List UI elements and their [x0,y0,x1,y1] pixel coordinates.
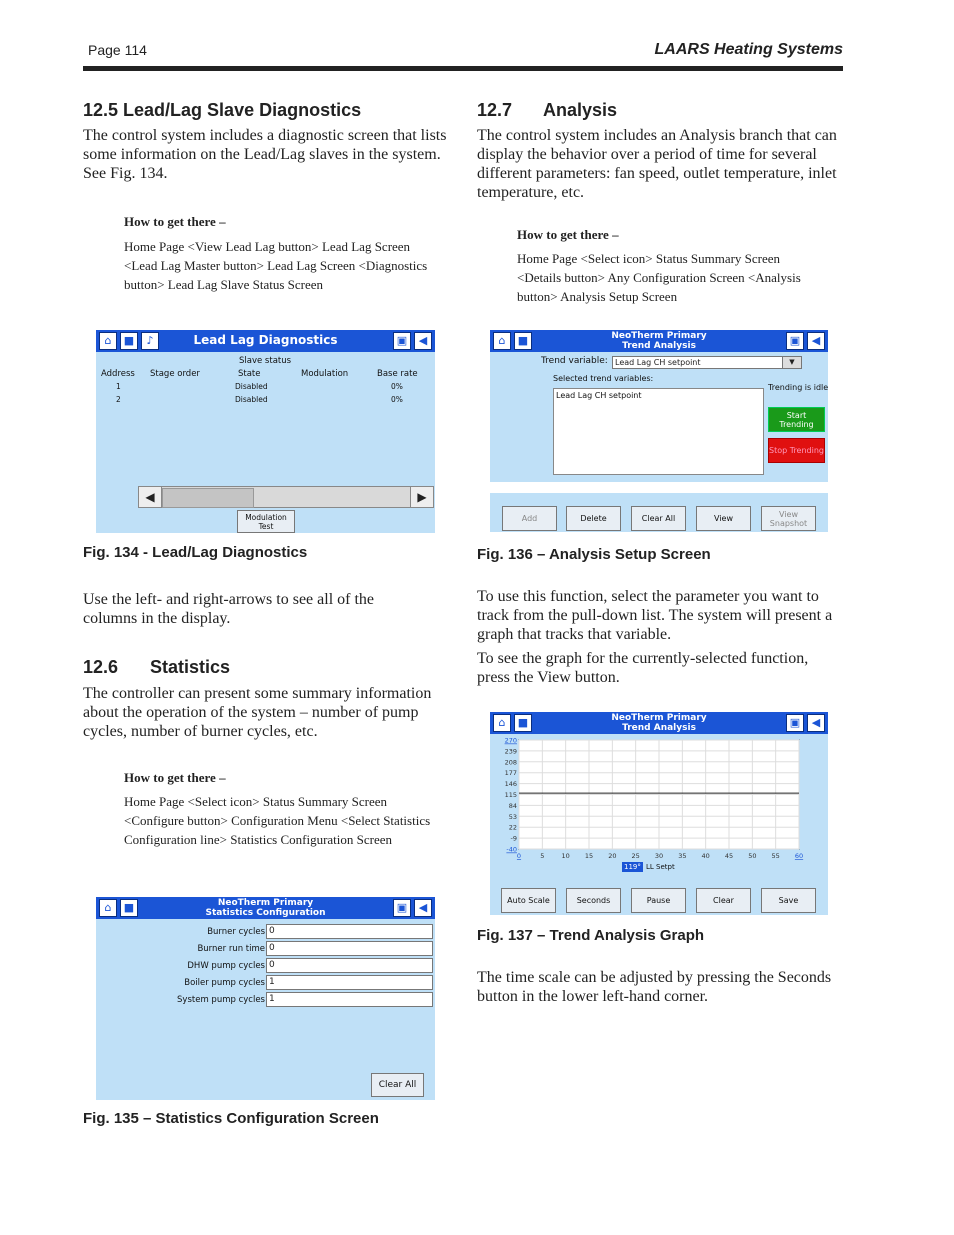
system-pump-cycles-field[interactable]: 1 [266,992,433,1007]
title-line-2: Statistics Configuration [205,908,326,918]
delete-button[interactable]: Delete [566,506,621,531]
howto-heading: How to get there – [124,770,226,785]
home-icon[interactable]: ⌂ [99,332,117,350]
x-tick-label: 35 [678,852,687,860]
slave-status-label: Slave status [239,356,292,366]
x-tick-label: 30 [654,852,664,860]
stop-trending-button[interactable]: Stop Trending [768,438,825,463]
seconds-button[interactable]: Seconds [566,888,621,913]
howto-heading: How to get there – [517,227,619,242]
screen-titlebar [490,712,828,734]
screen-titlebar [96,897,435,919]
pause-button[interactable]: Pause [631,888,686,913]
howto-path: Home Page <View Lead Lag button> Lead Lag Screen <Lead Lag Master button> Lead Lag Screen <Diagnostics button> Lead Lag Slave Status Screen [124,239,428,292]
status-icon[interactable]: ■ [514,332,532,350]
title-line-2: Trend Analysis [622,723,696,733]
y-tick-labels [505,737,517,854]
statistics-configuration-screen [96,897,435,1100]
bell-icon[interactable]: ♪ [141,332,159,350]
section-12-6-title: Statistics [150,657,231,677]
y-tick-label: -40 [506,845,517,854]
y-tick-label: 270 [504,736,517,745]
legend-label: LL Setpt [646,863,675,871]
scroll-left-arrow-icon[interactable]: ◀ [139,487,162,507]
y-tick-label: 146 [504,780,517,789]
trend-variable-dropdown[interactable] [612,356,802,369]
scroll-thumb[interactable] [162,488,254,508]
function-paragraph: To use this function, select the parameter you want to track from the pull-down list. The system will present a graph that tracks that variable. [477,588,833,643]
start-trending-button[interactable]: Start Trending [768,407,825,432]
y-tick-label: 177 [504,769,517,778]
x-tick-label: 25 [631,852,640,860]
view-paragraph: To see the graph for the currently-selected function, press the View button. [477,650,809,686]
section-12-5-body: The control system includes a diagnostic screen that lists some information on the Lead/Lag slaves in the system. See Fig. 134. [83,127,447,182]
section-12-7-number: 12.7 [477,100,513,120]
back-icon[interactable]: ◀ [414,332,432,350]
chevron-down-icon[interactable]: ▼ [782,357,801,368]
howto-path: Home Page <Select icon> Status Summary Screen <Details button> Any Configuration Screen <Analysis button> Analysis Setup Screen [517,251,801,304]
fig-136-caption: Fig. 136 – Analysis Setup Screen [477,546,711,563]
boiler-pump-cycles-label: Boiler pump cycles [184,978,265,988]
row1-state: Disabled [235,382,268,391]
section-12-5-title: 12.5 Lead/Lag Slave Diagnostics [83,100,362,120]
x-tick-label: 10 [561,852,570,860]
trend-analysis-graph-screen [490,712,828,915]
header-rule [83,66,843,71]
status-icon[interactable]: ■ [120,332,138,350]
col-base-rate: Base rate [377,369,418,379]
modulation-test-button[interactable]: Modulation Test [237,510,295,533]
boiler-pump-cycles-field[interactable]: 1 [266,975,433,990]
home-icon[interactable]: ⌂ [99,899,117,917]
y-tick-label: 53 [508,812,517,821]
button-bar [490,493,828,532]
back-icon[interactable]: ◀ [807,332,825,350]
view-snapshot-button[interactable]: View Snapshot [761,506,816,531]
x-tick-label: 45 [724,852,734,860]
y-tick-label: 208 [504,758,517,767]
title-line-1: NeoTherm Primary [611,331,707,341]
y-tick-label: 239 [504,747,517,756]
section-12-6-number: 12.6 [83,657,119,677]
time-scale-paragraph: The time scale can be adjusted by pressing the Seconds button in the lower left-hand corner. [477,969,832,1005]
status-icon[interactable]: ■ [514,714,532,732]
y-tick-label: 22 [508,823,517,832]
col-modulation: Modulation [301,369,349,379]
screen-titlebar [96,330,435,352]
section-12-7-body: The control system includes an Analysis branch that can display the behavior over a period of time for several different parameters: fan speed, outlet temperature, inlet temperature, etc. [477,127,837,201]
row2-state: Disabled [235,395,268,404]
lock-icon[interactable]: ▣ [786,714,804,732]
burner-cycles-label: Burner cycles [207,927,265,937]
page-number: Page 114 [88,42,147,58]
section-12-7-title: Analysis [543,100,618,120]
x-tick-label: 60 [794,852,804,860]
x-tick-labels [517,852,803,860]
lock-icon[interactable]: ▣ [393,332,411,350]
dhw-pump-cycles-label: DHW pump cycles [187,961,265,971]
home-icon[interactable]: ⌂ [493,332,511,350]
clear-all-button[interactable]: Clear All [631,506,686,531]
lock-icon[interactable]: ▣ [786,332,804,350]
y-tick-label: 115 [504,791,517,799]
x-tick-label: 20 [608,852,617,860]
y-tick-label: 84 [508,801,517,810]
screen-title [490,713,828,733]
fig-135-caption: Fig. 135 – Statistics Configuration Screen [83,1110,379,1127]
view-button[interactable]: View [696,506,751,531]
back-icon[interactable]: ◀ [414,899,432,917]
brand-title: LAARS Heating Systems [654,41,843,58]
arrows-paragraph: Use the left- and right-arrows to see all of the columns in the display. [83,591,375,627]
x-tick-label: 55 [771,852,780,860]
row2-address: 2 [116,395,121,404]
title-line-1: NeoTherm Primary [611,713,707,723]
screen-titlebar [490,330,828,352]
horizontal-scrollbar[interactable] [138,486,434,508]
trend-variable-label: Trend variable: [541,356,608,366]
burner-run-time-field[interactable]: 0 [266,941,433,956]
add-button[interactable]: Add [502,506,557,531]
screen-title: Lead Lag Diagnostics [193,333,338,347]
screen-title [96,898,435,918]
lead-lag-diagnostics-screen [96,330,435,533]
trending-status: Trending is idle [768,383,828,392]
x-tick-label: 50 [748,852,757,860]
clear-all-button[interactable]: Clear All [371,1073,424,1097]
selected-trend-list[interactable] [553,388,764,475]
dropdown-value: Lead Lag CH setpoint [615,358,701,367]
scroll-right-arrow-icon[interactable]: ▶ [410,487,433,507]
screen-title [490,331,828,351]
fig-134-caption: Fig. 134 - Lead/Lag Diagnostics [83,544,308,561]
row1-address: 1 [116,382,121,391]
auto-scale-button[interactable]: Auto Scale [501,888,556,913]
howto-path: Home Page <Select icon> Status Summary Screen <Configure button> Configuration Menu <Select Statistics Configuration line> Statistics Configuration Screen [124,794,431,847]
burner-cycles-field[interactable]: 0 [266,924,433,939]
back-icon[interactable]: ◀ [807,714,825,732]
x-tick-label: 5 [540,852,545,860]
system-pump-cycles-label: System pump cycles [177,995,265,1005]
x-tick-label: 40 [701,852,710,860]
save-button[interactable]: Save [761,888,816,913]
lock-icon[interactable]: ▣ [393,899,411,917]
status-icon[interactable]: ■ [120,899,138,917]
trend-chart [490,734,828,884]
x-tick-label: 15 [584,852,594,860]
selected-trend-label: Selected trend variables: [553,374,654,383]
section-12-6-body: The controller can present some summary information about the operation of the system – number of pump cycles, number of burner cycles, etc. [83,685,432,740]
analysis-setup-screen [490,330,828,532]
fig-137-caption: Fig. 137 – Trend Analysis Graph [477,927,705,944]
title-line-2: Trend Analysis [622,341,696,351]
col-stage-order: Stage order [150,369,200,379]
selected-trend-item[interactable]: Lead Lag CH setpoint [556,391,642,400]
col-state: State [238,369,261,379]
x-tick-label: 0 [516,852,522,860]
burner-run-time-label: Burner run time [197,944,265,954]
col-address: Address [101,369,135,379]
y-tick-label: -9 [510,834,517,843]
home-icon[interactable]: ⌂ [493,714,511,732]
howto-heading: How to get there – [124,214,226,229]
legend-value: 119° [624,863,641,871]
title-line-1: NeoTherm Primary [217,898,314,908]
row2-base-rate: 0% [391,395,403,404]
dhw-pump-cycles-field[interactable]: 0 [266,958,433,973]
row1-base-rate: 0% [391,382,403,391]
clear-button[interactable]: Clear [696,888,751,913]
